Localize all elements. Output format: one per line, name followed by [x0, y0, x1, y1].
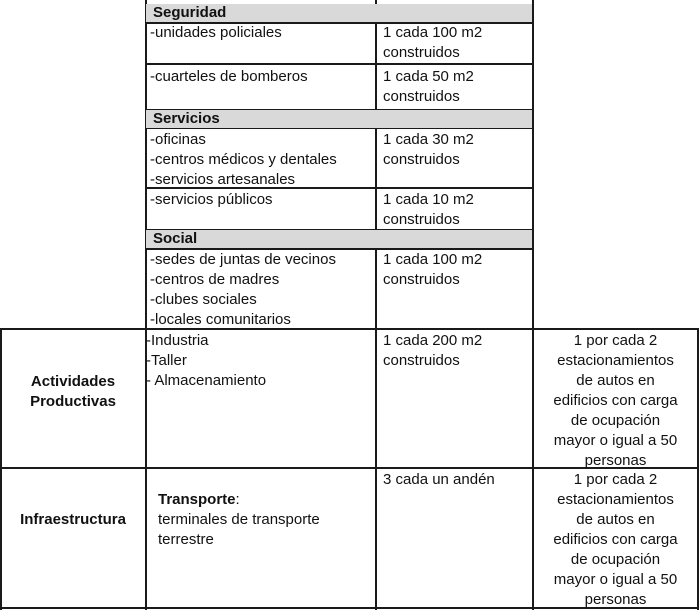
section-header-social: Social: [146, 230, 532, 248]
requirement-cell: 1 cada 30 m2 construidos: [383, 131, 474, 168]
requirement-cell: 3 cada un andén: [383, 471, 495, 488]
use-cell: -servicios públicos: [150, 191, 273, 208]
use-cell: [158, 470, 320, 570]
use-cell: -unidades policiales: [150, 24, 282, 41]
section-header-servicios: Servicios: [146, 110, 532, 128]
section-header-seguridad: Seguridad: [146, 4, 532, 22]
use-title-suffix: :: [235, 491, 240, 508]
category-actividades-productivas: Actividades Productivas: [30, 373, 116, 410]
use-body: terminales de transporte terrestre: [158, 511, 320, 548]
requirement-cell: 1 cada 200 m2 construidos: [383, 332, 483, 369]
category-infraestructura: Infraestructura: [20, 511, 126, 528]
use-title: Transporte: [158, 491, 236, 508]
table-border-left: [0, 328, 2, 610]
use-cell: -cuarteles de bomberos: [150, 68, 308, 85]
row-divider: [0, 328, 699, 330]
requirement-cell: 1 cada 100 m2 construidos: [383, 24, 483, 61]
table-border-left-inner: [145, 0, 147, 610]
requirement-cell: 1 cada 50 m2 construidos: [383, 68, 474, 105]
table-border-mid: [375, 0, 377, 610]
use-cell: -oficinas -centros médicos y dentales -servicios artesanales: [150, 131, 337, 188]
row-divider: [145, 63, 533, 65]
use-cell: -sedes de juntas de vecinos -centros de madres -clubes sociales -locales comunitarios: [150, 251, 336, 328]
additional-requirement-cell: 1 por cada 2 estacionamientos de autos en edificios con carga de ocupación mayor o igual a 50 personas: [553, 471, 678, 608]
requirement-cell: 1 cada 100 m2 construidos: [383, 251, 483, 288]
requirement-cell: 1 cada 10 m2 construidos: [383, 191, 474, 228]
use-cell: -Industria -Taller - Almacenamiento: [146, 332, 267, 389]
additional-requirement-cell: 1 por cada 2 estacionamientos de autos en edificios con carga de ocupación mayor o igual a 50 personas: [553, 332, 678, 469]
